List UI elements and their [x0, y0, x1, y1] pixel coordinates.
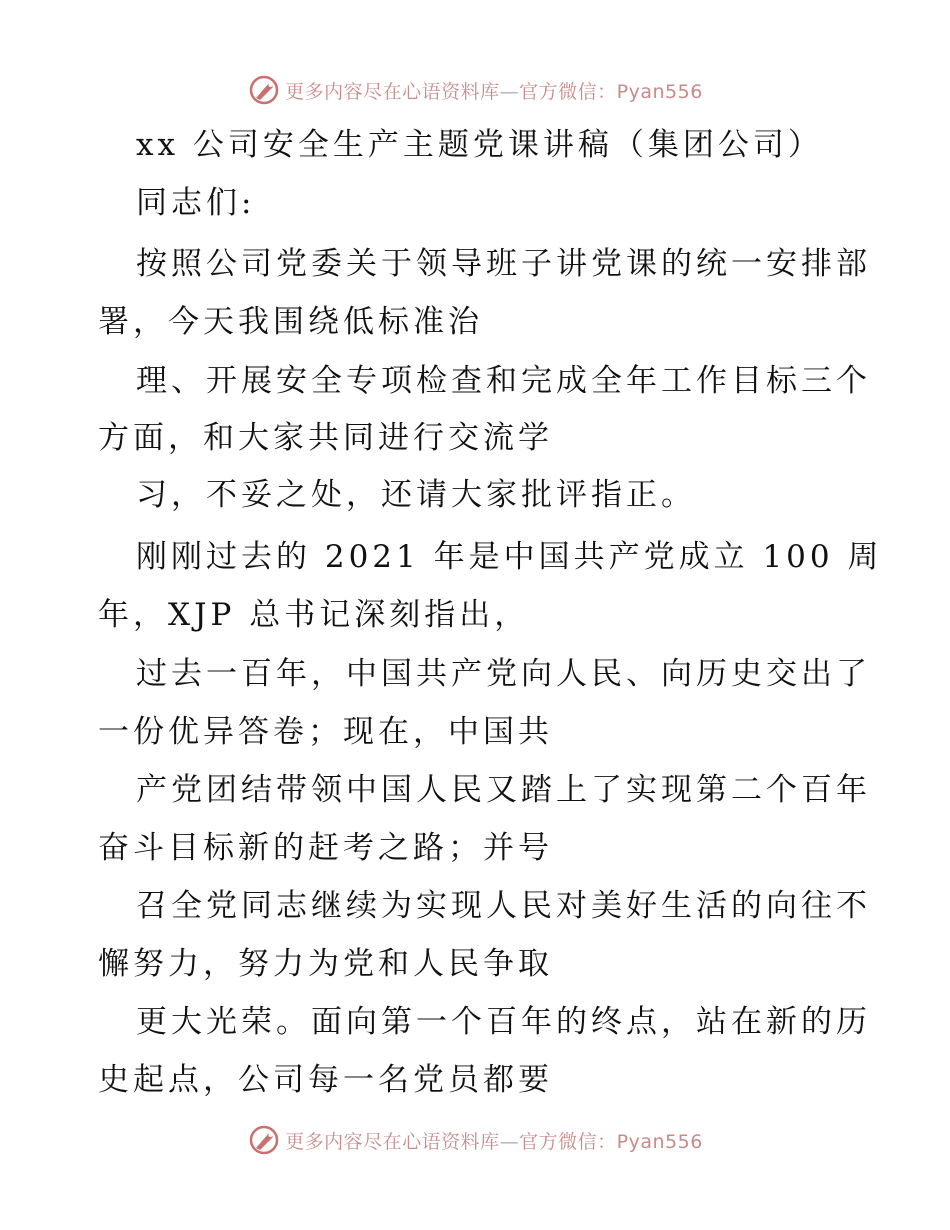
paragraph-line: 召全党同志继续为实现人民对美好生活的向往不	[136, 888, 871, 924]
paragraph-line: 署，今天我围绕低标准治	[98, 304, 483, 340]
greeting: 同志们:	[136, 185, 256, 221]
paragraph-line: 习，不妥之处，还请大家批评指正。	[136, 477, 696, 513]
paragraph-line: 刚刚过去的 2021 年是中国共产党成立 100 周	[136, 539, 883, 575]
paragraph-line: 奋斗目标新的赶考之路；并号	[98, 830, 553, 866]
paragraph-line: 方面，和大家共同进行交流学	[98, 420, 553, 456]
watermark-text: 更多内容尽在心语资料库—官方微信：Pyan556	[285, 80, 703, 103]
paragraph-line: 更大光荣。面向第一个百年的终点，站在新的历	[136, 1004, 871, 1040]
paragraph-line: 一份优异答卷；现在，中国共	[98, 714, 553, 750]
paragraph-line: 年，XJP 总书记深刻指出，	[98, 597, 530, 633]
paragraph-line: 理、开展安全专项检查和完成全年工作目标三个	[136, 363, 871, 399]
pen-nib-logo-icon	[247, 73, 281, 107]
paragraph-line: 史起点，公司每一名党员都要	[98, 1062, 553, 1098]
paragraph-line: 产党团结带领中国人民又踏上了实现第二个百年	[136, 772, 871, 808]
paragraph-line: 过去一百年，中国共产党向人民、向历史交出了	[136, 656, 871, 692]
paragraph-line: 按照公司党委关于领导班子讲党课的统一安排部	[136, 246, 871, 282]
watermark-text: 更多内容尽在心语资料库—官方微信：Pyan556	[285, 1130, 703, 1153]
pen-nib-logo-icon	[247, 1123, 281, 1157]
document-title: xx 公司安全生产主题党课讲稿（集团公司）	[136, 127, 823, 163]
footer-watermark	[0, 1120, 950, 1160]
paragraph-line: 懈努力，努力为党和人民争取	[98, 946, 553, 982]
header-watermark	[0, 70, 950, 110]
